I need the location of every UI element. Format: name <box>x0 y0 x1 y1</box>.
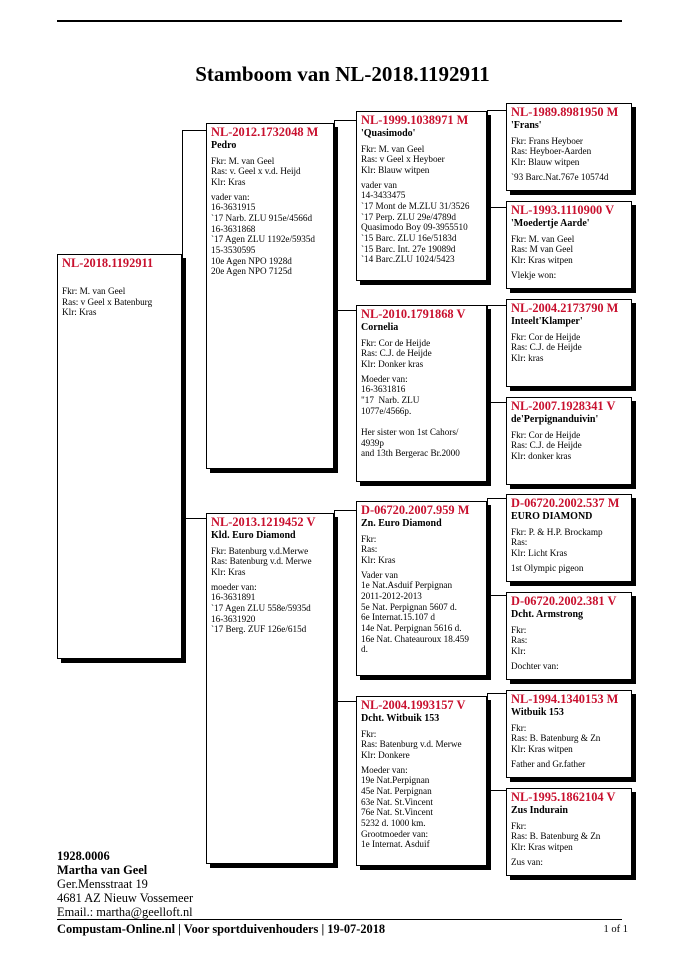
pigeon-info: Fkr: Ras: Batenburg v.d. Merwe Klr: Donkere <box>361 728 462 760</box>
pigeon-info: Fkr: Cor de Heijde Ras: C.J. de Heijde Klr: Donker kras <box>361 337 432 369</box>
parent-card-father <box>206 123 334 469</box>
pigeon-name: Dcht. Witbuik 153 <box>361 713 440 725</box>
connector-subject-parents <box>182 130 207 519</box>
pigeon-info: Fkr: Cor de Heijde Ras: C.J. de Heijde Klr: kras <box>511 331 582 363</box>
connector-gp4-ggp <box>487 693 507 791</box>
pigeon-info: Fkr: Cor de Heijde Ras: C.J. de Heijde Klr: donker kras <box>511 429 582 461</box>
pigeon-info: Fkr: P. & H.P. Brockamp Ras: Klr: Licht Kras <box>511 526 603 558</box>
great-grandparent-card <box>506 201 632 289</box>
connector-parent2-grandparents <box>334 510 357 702</box>
ring-number: NL-1995.1862104 V <box>511 790 616 804</box>
pigeon-info: Fkr: M. van Geel Ras: M van Geel Klr: Kras witpen <box>511 233 575 265</box>
pigeon-info: Fkr: M. van Geel Ras: v. Geel x v.d. Heijd Klr: Kras <box>211 155 301 187</box>
ring-number: D-06720.2002.381 V <box>511 594 617 608</box>
subject-info: Fkr: M. van Geel Ras: v Geel x Batenburg Klr: Kras <box>62 286 153 318</box>
great-grandparent-card <box>506 299 632 387</box>
pigeon-notes: `93 Barc.Nat.767e 10574d <box>511 171 609 182</box>
pigeon-info: Fkr: Ras: Klr: <box>511 624 528 656</box>
ring-number: NL-2004.2173790 M <box>511 301 619 315</box>
pigeon-notes: vader van 14-3433475 `17 Mont de M.ZLU 31/3526 `17 Perp. ZLU 29e/4789d Quasimodo Boy 09-3955510 `15 Barc. ZLU 16e/5183d `15 Barc. Int. 27e 19089d `14 Barc.ZLU 1024/5423 <box>361 179 470 265</box>
parent-card-mother <box>206 513 334 864</box>
great-grandparent-card <box>506 103 632 191</box>
owner-email[interactable]: Email.: martha@geelloft.nl <box>57 904 193 919</box>
pigeon-notes: Moeder van: 19e Nat.Perpignan 45e Nat. Perpignan 63e Nat. St.Vincent 76e Nat. St.Vincent 5232 d. 1000 km. Grootmoeder van: 1e Internat. Asduif <box>361 764 433 850</box>
pigeon-info: Fkr: Ras: B. Batenburg & Zn Klr: Kras witpen <box>511 820 601 852</box>
great-grandparent-card <box>506 592 632 680</box>
pigeon-notes: Vader van 1e Nat.Asduif Perpignan 2011-2012-2013 5e Nat. Perpignan 5607 d. 6e Internat.15.107 d 14e Nat. Perpignan 5616 d. 16e Nat. Chateauroux 18.459 d. <box>361 569 469 655</box>
ring-number: D-06720.2007.959 M <box>361 503 470 517</box>
pigeon-name: Pedro <box>211 140 237 152</box>
top-rule <box>57 20 622 22</box>
subject-card <box>57 254 182 659</box>
ring-number: NL-2010.1791868 V <box>361 307 466 321</box>
pigeon-name: de'Perpignanduivin' <box>511 414 599 426</box>
page-number: 1 of 1 <box>603 924 628 935</box>
owner-street: Ger.Mensstraat 19 <box>57 876 148 891</box>
pigeon-name: Zus Indurain <box>511 805 568 817</box>
owner-code: 1928.0006 <box>57 849 110 863</box>
grandparent-card <box>356 696 487 866</box>
ring-number: D-06720.2002.537 M <box>511 496 620 510</box>
footer-text: Compustam-Online.nl | Voor sportduivenhouders | 19-07-2018 <box>57 922 386 936</box>
great-grandparent-card <box>506 690 632 778</box>
pigeon-name: 'Quasimodo' <box>361 128 416 140</box>
connector-gp2-ggp <box>487 305 507 403</box>
pigeon-info: Fkr: Ras: Klr: Kras <box>361 533 396 565</box>
ring-number: NL-2007.1928341 V <box>511 399 616 413</box>
ring-number: NL-1999.1038971 M <box>361 113 469 127</box>
pigeon-notes: moeder van: 16-3631891 `17 Agen ZLU 558e/5935d 16-3631920 `17 Berg. ZUF 126e/615d <box>211 581 311 635</box>
ring-number: NL-1994.1340153 M <box>511 692 619 706</box>
page-title: Stamboom van NL-2018.1192911 <box>195 62 490 86</box>
pigeon-notes: Dochter van: <box>511 660 559 671</box>
pigeon-name: Cornelia <box>361 322 399 334</box>
pigeon-name: Zn. Euro Diamond <box>361 518 442 530</box>
ring-number: NL-1993.1110900 V <box>511 203 615 217</box>
subject-ring-number: NL-2018.1192911 <box>62 256 154 270</box>
great-grandparent-card <box>506 788 632 876</box>
pigeon-notes: Moeder van: 16-3631816 "17 Narb. ZLU 1077e/4566p. Her sister won 1st Cahors/ 4939p and 13th Bergerac Br.2000 <box>361 373 460 459</box>
pigeon-name: Dcht. Armstrong <box>511 609 584 621</box>
pigeon-info: Fkr: Ras: B. Batenburg & Zn Klr: Kras witpen <box>511 722 601 754</box>
grandparent-card <box>356 111 487 281</box>
pigeon-name: Kld. Euro Diamond <box>211 530 296 542</box>
pigeon-name: EURO DIAMOND <box>511 511 593 523</box>
pigeon-info: Fkr: Frans Heyboer Ras: Heyboer-Aarden Klr: Blauw witpen <box>511 135 592 167</box>
pigeon-name: Witbuik 153 <box>511 707 564 719</box>
footer-rule <box>57 919 622 920</box>
pigeon-notes: vader van: 16-3631915 `17 Narb. ZLU 915e/4566d 16-3631868 `17 Agen ZLU 1192e/5935d 15-3530595 10e Agen NPO 1928d 20e Agen NPO 7125d <box>211 191 316 277</box>
pigeon-notes: Vlekje won: <box>511 269 557 280</box>
great-grandparent-card <box>506 494 632 582</box>
ring-number: NL-1989.8981950 M <box>511 105 619 119</box>
pigeon-name: 'Moedertje Aarde' <box>511 218 590 230</box>
owner-block <box>57 850 193 919</box>
pigeon-notes: Zus van: <box>511 856 543 867</box>
ring-number: NL-2012.1732048 M <box>211 125 319 139</box>
pigeon-notes: Father and Gr.father <box>511 758 586 769</box>
pigeon-name: 'Frans' <box>511 120 542 132</box>
grandparent-card <box>356 501 487 676</box>
connector-gp1-ggp <box>487 110 507 208</box>
pigeon-name: Inteelt'Klamper' <box>511 316 583 328</box>
connector-gp3-ggp <box>487 498 507 596</box>
owner-city: 4681 AZ Nieuw Vossemeer <box>57 890 194 905</box>
owner-name: Martha van Geel <box>57 862 148 877</box>
connector-parent1-grandparents <box>334 120 357 311</box>
pigeon-notes: 1st Olympic pigeon <box>511 562 584 573</box>
pigeon-info: Fkr: Batenburg v.d.Merwe Ras: Batenburg v.d. Merwe Klr: Kras <box>211 545 312 577</box>
pigeon-info: Fkr: M. van Geel Ras: v Geel x Heyboer Klr: Blauw witpen <box>361 143 445 175</box>
grandparent-card <box>356 305 487 482</box>
ring-number: NL-2013.1219452 V <box>211 515 316 529</box>
great-grandparent-card <box>506 397 632 485</box>
ring-number: NL-2004.1993157 V <box>361 698 466 712</box>
